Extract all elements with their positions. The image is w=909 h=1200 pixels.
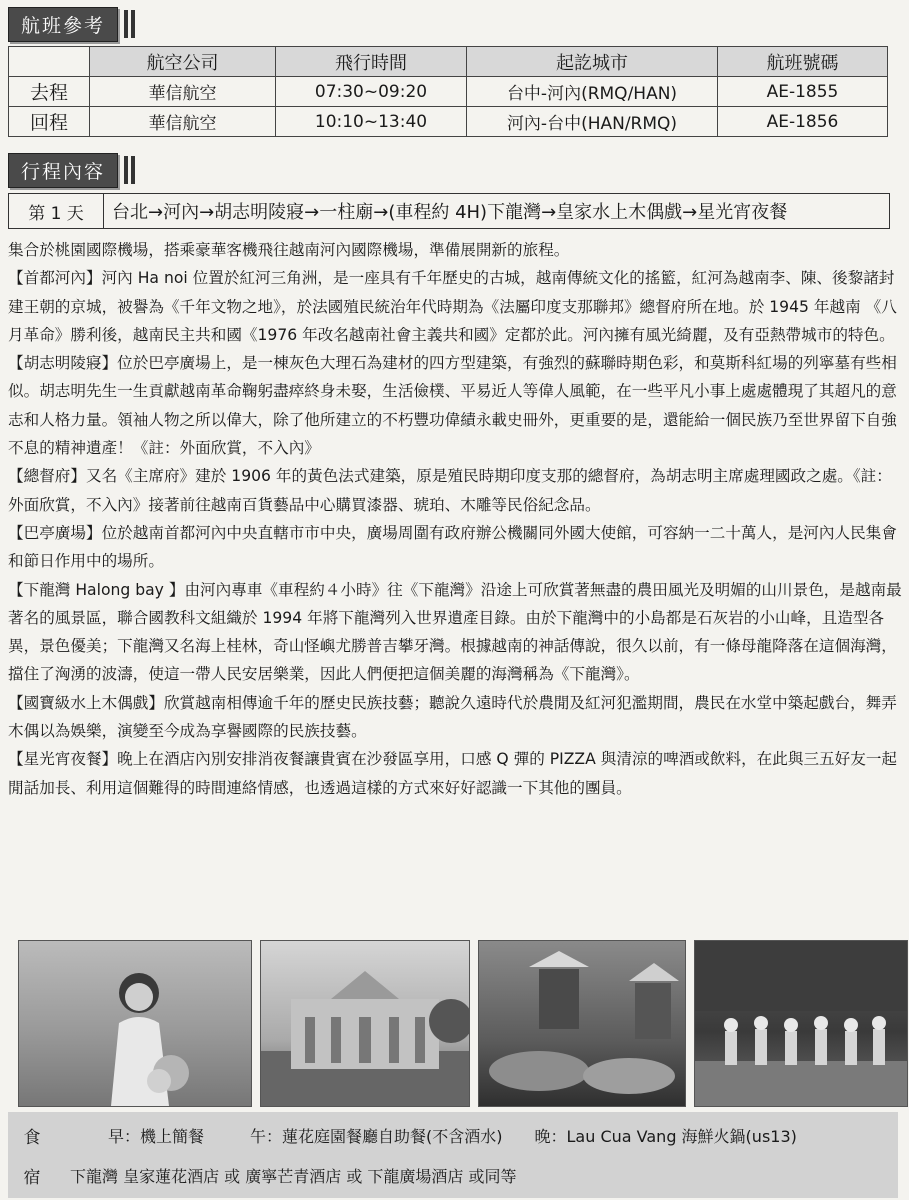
day-label: 第 1 天 bbox=[9, 194, 104, 228]
lodging-text: 下龍灣 皇家蓮花酒店 或 廣寧芒青酒店 或 下龍廣場酒店 或同等 bbox=[70, 1166, 517, 1186]
itinerary-section-header bbox=[8, 154, 135, 186]
route-cell: 台中-河內(RMQ/HAN) bbox=[467, 77, 718, 107]
paragraph-governor-palace: 【總督府】又名《主席府》建於 1906 年的黃色法式建築，原是殖民時期印度支那的總督府，為胡志明主席處理國政之處。《註：外面欣賞，不入內》接著前往越南百貨藝品中心購買漆器、琥珀、木雕等民俗紀念品。 bbox=[8, 467, 892, 514]
header-time: 飛行時間 bbox=[276, 47, 467, 77]
flight-table-header-row bbox=[9, 47, 888, 77]
flight-no-cell: AE-1856 bbox=[718, 107, 888, 137]
breakfast-text: 早：機上簡餐 bbox=[108, 1126, 205, 1146]
paragraph-ba-dinh-square: 【巴亭廣場】位於越南首都河內中央直轄市市中央，廣場周圍有政府辦公機關同外國大使館，可容納一二十萬人，是河內人民集會和節日作用中的場所。 bbox=[8, 523, 897, 571]
itinerary-body bbox=[8, 236, 904, 802]
flight-table bbox=[8, 46, 888, 137]
lodging-row bbox=[8, 1158, 517, 1192]
meal-label: 食 bbox=[23, 1127, 41, 1148]
paragraph-halong-bay: 【下龍灣 Halong bay 】由河內專車《車程約４小時》往《下龍灣》沿途上可欣賞著無盡的農田風光及明媚的山川景色，是越南最著名的風景區，聯合國教科文組織於 1994 年將下龍灣列入世界遺產目錄。由於下龍灣中的小島都是石灰岩的小山峰，且造型各異，景色優美；下龍灣又名海上桂林，奇山怪嶼尤勝普吉攀牙灣。根據越南的神話傳說，很久以前，有一條母龍降落在這個海灣，擋住了洶湧的波濤，使這一帶人民安居樂業，因此人們便把這個美麗的海灣稱為《下龍灣》。 bbox=[8, 580, 902, 684]
flight-table-corner bbox=[9, 47, 90, 77]
itinerary-section-title: 行程內容 bbox=[8, 153, 118, 188]
meal-lodging-box bbox=[8, 1112, 898, 1198]
lunch-text: 午：蓮花庭園餐廳自助餐(不含酒水) bbox=[250, 1126, 503, 1146]
row-label: 去程 bbox=[9, 77, 90, 107]
section-bars-decoration bbox=[124, 156, 135, 184]
flight-row-return bbox=[9, 107, 888, 137]
day-route: 台北→河內→胡志明陵寢→一柱廟→(車程約 4H)下龍灣→皇家水上木偶戲→星光宵夜餐 bbox=[112, 202, 788, 223]
airline-cell: 華信航空 bbox=[90, 77, 276, 107]
photo-market-vendors bbox=[478, 940, 686, 1107]
paragraph-night-snack: 【星光宵夜餐】晚上在酒店內別安排消夜餐讓貴賓在沙發區享用，口感 Q 彈的 PIZZA 與清涼的啤酒或飲料，在此與三五好友一起閒話加長、利用這個難得的時間連絡情感，也透過這樣的方式來好好認識一下其他的團員。 bbox=[8, 750, 898, 797]
photo-strip bbox=[18, 940, 908, 1105]
flight-section-title: 航班參考 bbox=[8, 7, 118, 42]
header-flight-no: 航班號碼 bbox=[718, 47, 888, 77]
paragraph-hanoi: 【首都河內】河內 Ha noi 位置於紅河三角洲，是一座具有千年歷史的古城，越南傳統文化的搖籃，紅河為越南李、陳、後黎諸封建王朝的京城，被譽為《千年文物之地》，於法國殖民統治年代時期為《法屬印度支那聯邦》總督府所在地。於 1945 年越南 《八月革命》勝利後，越南民主共和國《1976 年改名越南社會主義共和國》定都於此。河內擁有風光綺麗，及有亞熱帶城市的特色。 bbox=[8, 269, 897, 344]
flight-section-header bbox=[8, 8, 135, 40]
meal-row bbox=[8, 1118, 797, 1152]
paragraph-mausoleum: 【胡志明陵寢】位於巴亭廣場上，是一棟灰色大理石為建材的四方型建築，有強烈的蘇聯時期色彩，和莫斯科紅場的列寧墓有些相似。胡志明先生一生貢獻越南革命鞠躬盡瘁終身未娶，生活儉樸、平易近人等偉人風範，在一些平凡小事上處處體現了其超凡的意志和人格力量。領袖人物之所以偉大，除了他所建立的不朽豐功偉績永載史冊外，更重要的是，還能給一個民族乃至世界留下自強不息的精神遺產！《註：外面欣賞，不入內》 bbox=[8, 354, 897, 458]
header-route: 起訖城市 bbox=[467, 47, 718, 77]
paragraph-water-puppet: 【國寶級水上木偶戲】欣賞越南相傳逾千年的歷史民族技藝；聽說久遠時代於農閒及紅河犯濫期間，農民在水堂中築起戲台，舞弄木偶以為娛樂，演變至今成為享譽國際的民族技藝。 bbox=[8, 693, 897, 741]
paragraph-intro: 集合於桃園國際機場，搭乘豪華客機飛往越南河內國際機場，準備展開新的旅程。 bbox=[8, 241, 570, 259]
photo-woman-ao-dai bbox=[18, 940, 252, 1107]
section-bars-decoration bbox=[124, 10, 135, 38]
header-airline: 航空公司 bbox=[90, 47, 276, 77]
time-cell: 10:10~13:40 bbox=[276, 107, 467, 137]
lodging-label: 宿 bbox=[23, 1167, 41, 1188]
airline-cell: 華信航空 bbox=[90, 107, 276, 137]
photo-water-puppets bbox=[694, 940, 908, 1107]
flight-no-cell: AE-1855 bbox=[718, 77, 888, 107]
dinner-text: 晚：Lau Cua Vang 海鮮火鍋(us13) bbox=[534, 1126, 797, 1146]
row-label: 回程 bbox=[9, 107, 90, 137]
route-cell: 河內-台中(HAN/RMQ) bbox=[467, 107, 718, 137]
time-cell: 07:30~09:20 bbox=[276, 77, 467, 107]
photo-opera-house bbox=[260, 940, 470, 1107]
day-route-box bbox=[8, 193, 890, 229]
flight-row-outbound bbox=[9, 77, 888, 107]
